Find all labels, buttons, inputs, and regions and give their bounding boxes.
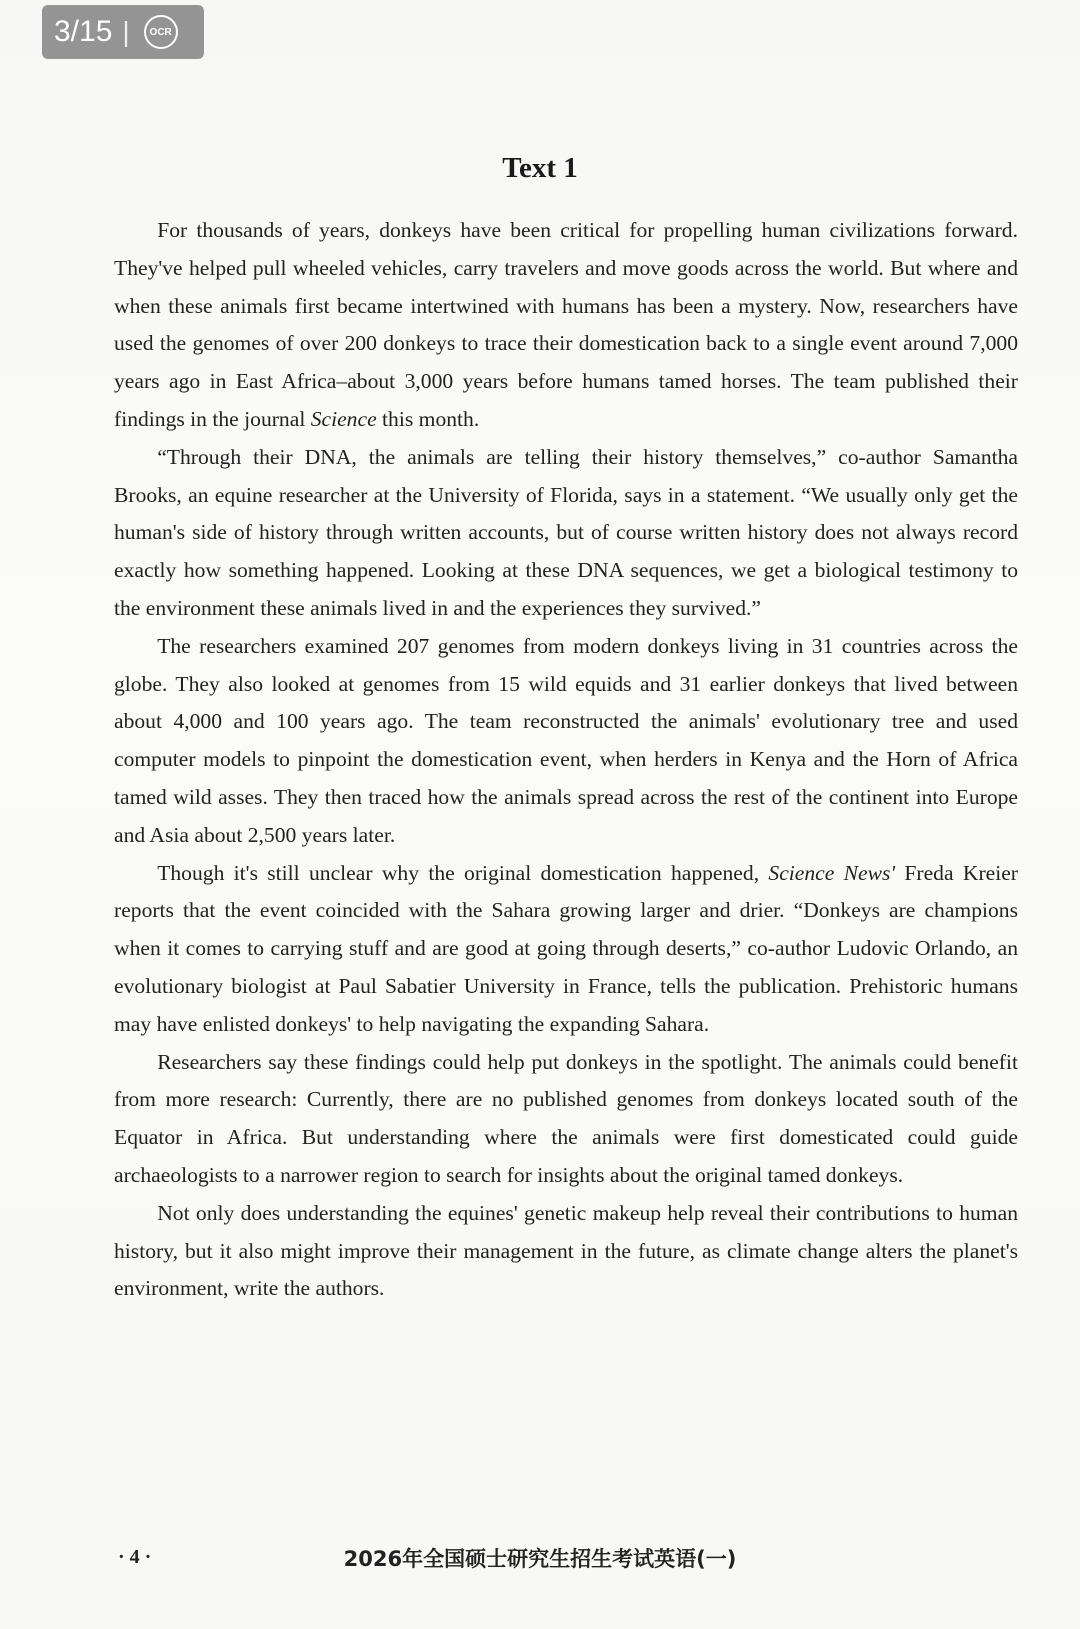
paragraph-5: Researchers say these findings could help put donkeys in the spotlight. The animals could benefit from more research: Currently, there are no published genomes from donkeys located south of the Equator in Africa. But understanding where the animals were first domesticated could guide archaeologists to a narrower region to search for insights about the original tamed donkeys. (114, 1049, 1018, 1187)
paragraph-4: Though it's still unclear why the original domestication happened, Science News' Freda Kreier reports that the event coincided with the Sahara growing larger and drier. “Donkeys are champions when it comes to carrying stuff and are good at going through deserts,” co-author Ludovic Orlando, an evolutionary biologist at Paul Sabatier University in France, tells the publication. Prehistoric humans may have enlisted donkeys' to help navigating the expanding Sahara. (114, 860, 1018, 1036)
section-title: Text 1 (502, 152, 578, 184)
page-indicator-badge[interactable] (42, 5, 204, 59)
paragraph-6: Not only does understanding the equines' genetic makeup help reveal their contributions to human history, but it also might improve their management in the future, as climate change alters the planet's environment, write the authors. (114, 1200, 1018, 1301)
article-body (114, 212, 1018, 1308)
exam-title: 2026年全国硕士研究生招生考试英语(一) (343, 1547, 737, 1571)
paragraph-2: “Through their DNA, the animals are telling their history themselves,” co-author Samantha Brooks, an equine researcher at the University of Florida, says in a statement. “We usually only get the human's side of history through written accounts, but of course written history does not always record exactly how something happened. Looking at these DNA sequences, we get a biological testimony to the environment these animals lived in and the experiences they survived.” (114, 444, 1018, 620)
page-counter: 3/15 (54, 15, 113, 48)
page-number: · 4 · (118, 1546, 152, 1568)
badge-separator: | (122, 16, 130, 47)
paragraph-3: The researchers examined 207 genomes from modern donkeys living in 31 countries across the globe. They also looked at genomes from 15 wild equids and 31 earlier donkeys that lived between about 4,000 and 100 years ago. The team reconstructed the animals' evolutionary tree and used computer models to pinpoint the domestication event, when herders in Kenya and the Horn of Africa tamed wild asses. They then traced how the animals spread across the rest of the continent into Europe and Asia about 2,500 years later. (114, 633, 1018, 847)
paragraph-1: For thousands of years, donkeys have been critical for propelling human civilizations forward. They've helped pull wheeled vehicles, carry travelers and move goods across the world. But where and when these animals first became intertwined with humans has been a mystery. Now, researchers have used the genomes of over 200 donkeys to trace their domestication back to a single event around 7,000 years ago in East Africa–about 3,000 years before humans tamed horses. The team published their findings in the journal Science this month. (114, 218, 1018, 431)
ocr-icon[interactable] (144, 15, 178, 49)
ocr-label: OCR (149, 26, 172, 38)
